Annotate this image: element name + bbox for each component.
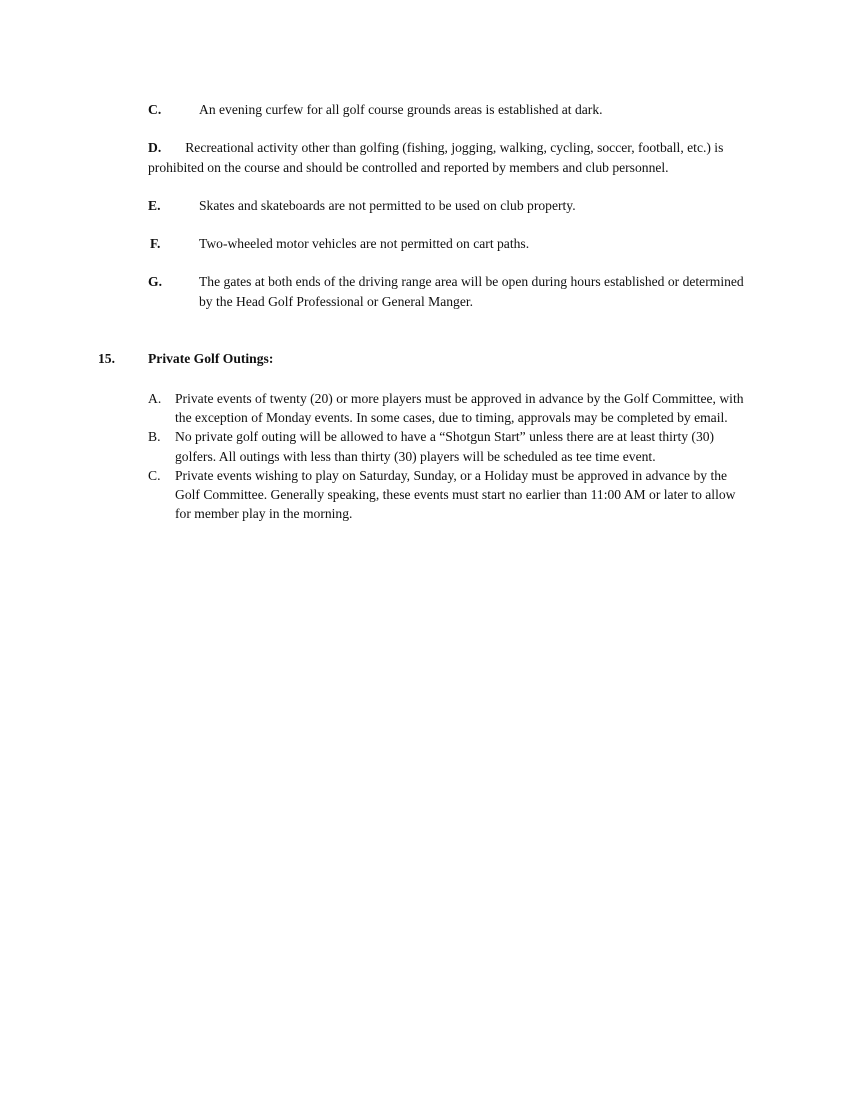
clause-marker: G. [148,274,162,289]
list-item-text: Private events wishing to play on Saturday, Sunday, or a Holiday must be approved in advance by the Golf Committee. Generally speaking, these events must start no earlier than 11:00 AM or later to allow for member play in the morning. [175,467,736,522]
clause-marker: C. [148,102,162,117]
clause-marker: F. [150,236,161,251]
section-sub-list [148,389,752,523]
list-item [148,427,752,465]
clause-text: Recreational activity other than golfing (fishing, jogging, walking, cycling, soccer, football, etc.) is prohibited on the course and should be controlled and reported by members and club personnel. [148,140,724,175]
list-item [148,466,752,524]
clause-text: Two-wheeled motor vehicles are not permitted on cart paths. [199,236,530,251]
clause-text: Skates and skateboards are not permitted to be used on club property. [199,198,576,213]
clause-item-d [148,138,748,178]
section-heading [98,349,273,369]
list-item [148,389,752,427]
clause-marker: D. [148,140,162,155]
section-title: Private Golf Outings: [148,351,274,366]
clause-text: An evening curfew for all golf course grounds areas is established at dark. [199,102,603,117]
clause-item-g [148,272,748,312]
list-item-text: Private events of twenty (20) or more players must be approved in advance by the Golf Committee, with the exception of Monday events. In some cases, due to timing, approvals may be completed by email. [175,391,744,426]
list-item-marker: B. [148,429,161,445]
clause-item-f [148,234,748,254]
section-number: 15. [98,351,115,366]
list-item-marker: A. [148,391,162,406]
list-item-marker: C. [148,467,161,483]
clause-marker: E. [148,198,161,213]
lettered-clause-list [148,100,748,330]
clause-item-c [148,100,748,120]
clause-text: The gates at both ends of the driving range area will be open during hours established or determined by the Head Golf Professional or General Manger. [199,274,744,309]
clause-item-e [148,196,748,216]
list-item-text: No private golf outing will be allowed to have a “Shotgun Start” unless there are at least thirty (30) golfers. All outings with less than thirty (30) players will be scheduled as tee time event. [175,429,715,464]
